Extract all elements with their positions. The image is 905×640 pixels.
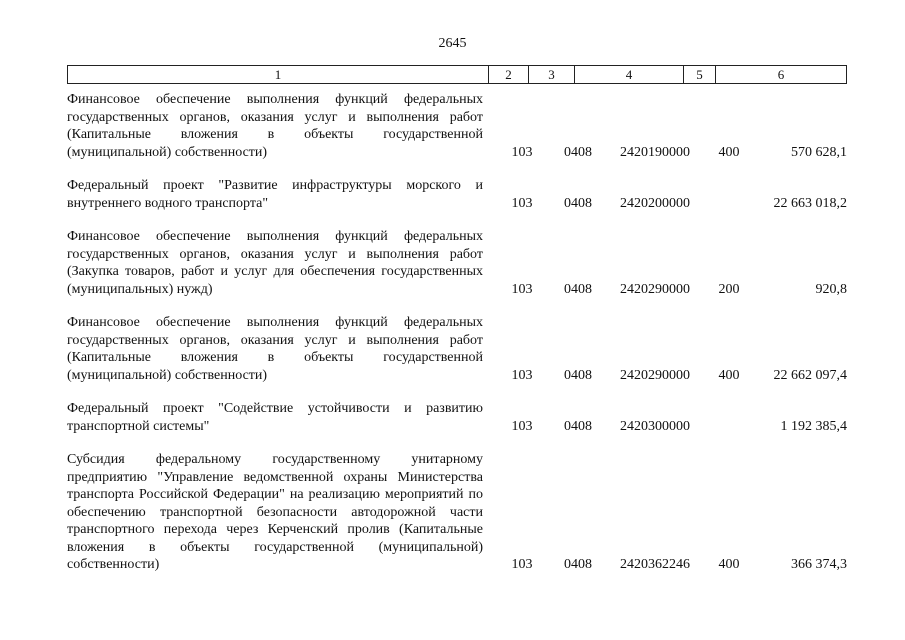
row-amount: 570 628,1 — [791, 144, 847, 160]
column-header-5: 5 — [684, 66, 716, 84]
row-col5: 400 — [718, 557, 740, 572]
row-col3: 0408 — [564, 281, 592, 297]
row-col2: 103 — [511, 195, 533, 211]
column-header-table — [67, 65, 847, 84]
row-description: Финансовое обеспечение выполнения функций федеральных государственных органов, оказания услуг и выполнения работ (Капитальные вложения в объекты государственной (муниципальной) собственности) — [67, 92, 483, 160]
row-description: Федеральный проект "Содействие устойчивости и развитию транспортной системы" — [67, 401, 483, 434]
column-header-3: 3 — [529, 66, 575, 84]
row-col3: 0408 — [564, 144, 592, 160]
row-amount: 22 662 097,4 — [773, 367, 847, 383]
row-description: Финансовое обеспечение выполнения функций федеральных государственных органов, оказания услуг и выполнения работ (Закупка товаров, работ и услуг для обеспечения государственных (муниципальных) нужд) — [67, 229, 483, 297]
table-row — [67, 451, 847, 574]
row-col2: 103 — [511, 281, 533, 297]
row-amount: 1 192 385,4 — [780, 418, 847, 434]
row-col3: 0408 — [564, 195, 592, 211]
row-col4: 2420190000 — [620, 144, 690, 160]
page-number: 2645 — [438, 36, 467, 51]
row-col4: 2420200000 — [620, 195, 690, 211]
row-col4: 2420290000 — [620, 281, 690, 297]
row-col4: 2420300000 — [620, 418, 690, 434]
table-row — [67, 314, 847, 384]
row-amount: 366 374,3 — [791, 557, 847, 572]
row-col3: 0408 — [564, 367, 592, 383]
column-header-6: 6 — [716, 66, 847, 84]
row-amount: 22 663 018,2 — [773, 195, 847, 211]
column-header-row — [68, 66, 847, 84]
row-col2: 103 — [511, 367, 533, 383]
row-amount: 920,8 — [815, 281, 847, 297]
table-row — [67, 177, 847, 212]
row-col4: 2420290000 — [620, 367, 690, 383]
table-row — [67, 91, 847, 161]
row-col2: 103 — [511, 418, 533, 434]
column-header-1: 1 — [68, 66, 489, 84]
table-row — [67, 228, 847, 298]
row-col3: 0408 — [564, 557, 592, 572]
row-description: Субсидия федеральному государственному унитарному предприятию "Управление ведомственной охраны Министерства транспорта Российской Федерации" на реализацию мероприятий по обеспечению транспортной безопасности автодорожной части транспортного перехода через Керченский пролив (Капитальные вложения в объекты государственной (муниципальной) собственности) — [67, 452, 483, 572]
row-col2: 103 — [511, 144, 533, 160]
row-col3: 0408 — [564, 418, 592, 434]
column-header-4: 4 — [575, 66, 684, 84]
row-description: Федеральный проект "Развитие инфраструктуры морского и внутреннего водного транспорта" — [67, 178, 483, 211]
column-header-2: 2 — [489, 66, 529, 84]
row-description: Финансовое обеспечение выполнения функций федеральных государственных органов, оказания услуг и выполнения работ (Капитальные вложения в объекты государственной (муниципальной) собственности) — [67, 315, 483, 383]
row-col5: 400 — [718, 144, 740, 160]
row-col4: 2420362246 — [620, 557, 690, 572]
table-row — [67, 400, 847, 435]
row-col5: 400 — [718, 367, 740, 383]
row-col5: 200 — [718, 281, 740, 297]
row-col2: 103 — [511, 557, 533, 572]
budget-rows — [67, 91, 847, 590]
